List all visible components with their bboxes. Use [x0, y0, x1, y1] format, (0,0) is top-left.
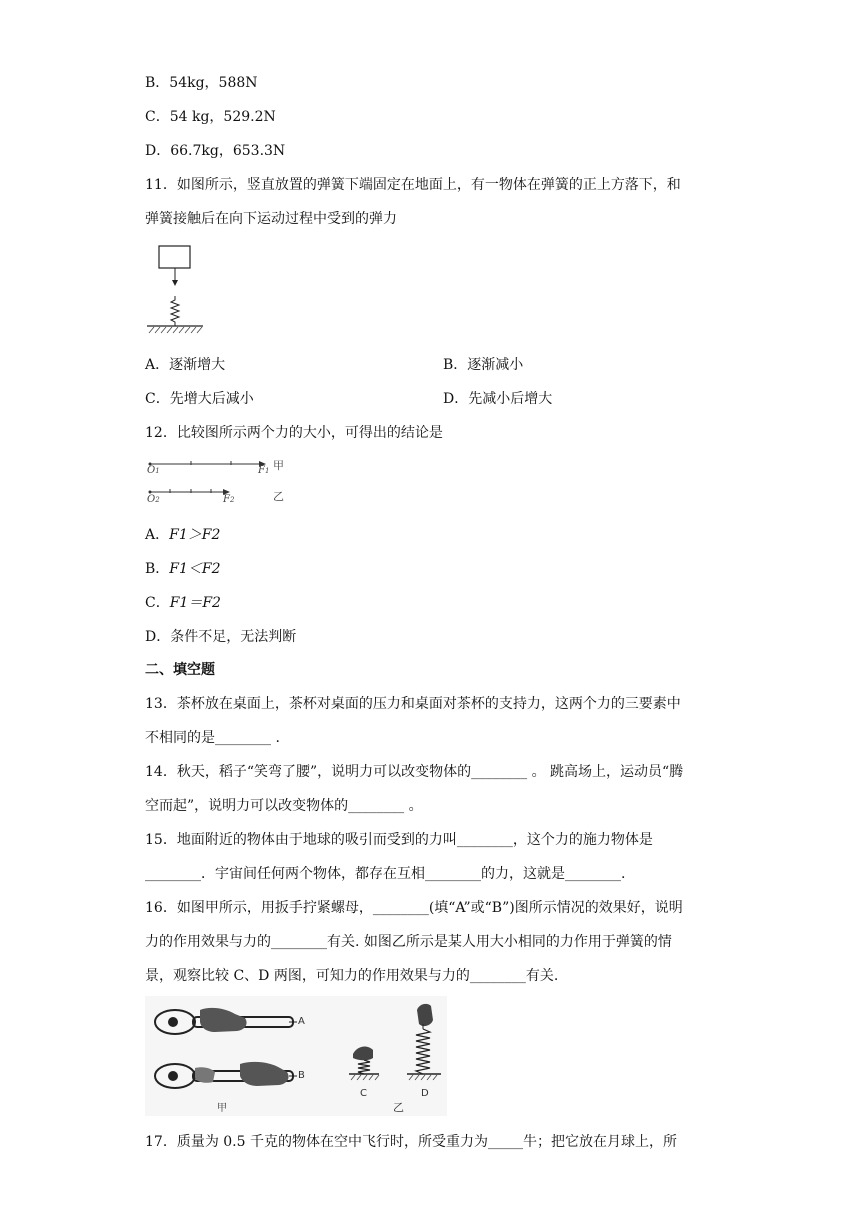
spring-d-label: D — [421, 1088, 429, 1099]
q12-stem: 12．比较图所示两个力的大小，可得出的结论是 — [145, 425, 443, 441]
q13-line2: 不相同的是________ . — [145, 730, 280, 746]
q12-option-a: A．F1＞F2 — [145, 527, 221, 543]
wrench-spring-figure — [145, 996, 447, 1116]
q15-line1: 15．地面附近的物体由于地球的吸引而受到的力叫________，这个力的施力物体是 — [145, 832, 653, 848]
wrench-spring-svg — [145, 996, 447, 1116]
q16-line1: 16．如图甲所示，用扳手拧紧螺母，________(填“A”或“B”)图所示情况的效果好，说明 — [145, 900, 683, 916]
spring-d-drawing — [407, 1004, 441, 1080]
wrench-b-label: B — [298, 1070, 305, 1081]
f2-label: F2 — [223, 494, 235, 505]
q11-stem-line2: 弹簧接触后在向下运动过程中受到的弹力 — [145, 211, 397, 227]
q10-option-c: C．54 kg，529.2N — [145, 109, 276, 125]
wrench-a-drawing — [155, 1008, 297, 1034]
q13-line1: 13．茶杯放在桌面上，茶杯对桌面的压力和桌面对茶杯的支持力，这两个力的三要素中 — [145, 696, 681, 712]
q12-option-b-expr: F1＜F2 — [169, 561, 221, 577]
o2-label: O2 — [147, 494, 160, 505]
wrench-b-drawing — [155, 1062, 297, 1088]
q11-option-d: D．先减小后增大 — [443, 391, 553, 407]
fall-arrow-head — [172, 280, 178, 286]
q12-option-c-expr: F1＝F2 — [169, 595, 221, 611]
q14-line1: 14．秋天，稻子“笑弯了腰”，说明力可以改变物体的________ 。 跳高场上，运动员“腾 — [145, 764, 684, 780]
section-heading-fill-blank: 二、填空题 — [145, 662, 215, 678]
jia-label: 甲 — [273, 459, 284, 472]
q11-option-b: B．逐渐减小 — [443, 357, 524, 373]
f1-label: F1 — [258, 465, 270, 476]
force-comparison-figure — [145, 456, 295, 512]
q12-option-c: C．F1＝F2 — [145, 595, 221, 611]
q16-line3: 景，观察比较 C、D 两图，可知力的作用效果与力的________有关. — [145, 968, 559, 984]
q16-line2: 力的作用效果与力的________有关. 如图乙所示是某人用大小相同的力作用于弹簧的情 — [145, 934, 672, 950]
spring-figure — [145, 244, 207, 336]
ground-hatching — [149, 327, 202, 333]
wrench-a-label: A — [298, 1016, 305, 1027]
spring-c-label: C — [360, 1088, 367, 1099]
q10-option-d: D．66.7kg，653.3N — [145, 143, 286, 159]
q12-option-b: B．F1＜F2 — [145, 561, 221, 577]
q12-option-a-expr: F1＞F2 — [169, 527, 221, 543]
q11-stem-line1: 11．如图所示，竖直放置的弹簧下端固定在地面上，有一物体在弹簧的正上方落下，和 — [145, 177, 681, 193]
falling-block — [159, 246, 190, 268]
q17-line1: 17．质量为 0.5 千克的物体在空中飞行时，所受重力为_____牛；把它放在月球上，所 — [145, 1134, 677, 1150]
o1-label: O1 — [147, 465, 160, 476]
q11-option-c: C．先增大后减小 — [145, 391, 254, 407]
q15-line2: ________．宇宙间任何两个物体，都存在互相________的力，这就是________. — [145, 866, 626, 882]
spring-coil — [171, 296, 179, 326]
q10-option-b: B．54kg，588N — [145, 75, 258, 91]
q12-option-d: D．条件不足，无法判断 — [145, 629, 297, 645]
spring-c-drawing — [349, 1047, 379, 1080]
figure-jia-label: 甲 — [217, 1103, 227, 1114]
figure-yi-label: 乙 — [393, 1101, 404, 1114]
q11-option-a: A．逐渐增大 — [145, 357, 226, 373]
yi-label: 乙 — [273, 490, 284, 503]
q14-line2: 空而起”，说明力可以改变物体的________ 。 — [145, 798, 423, 814]
